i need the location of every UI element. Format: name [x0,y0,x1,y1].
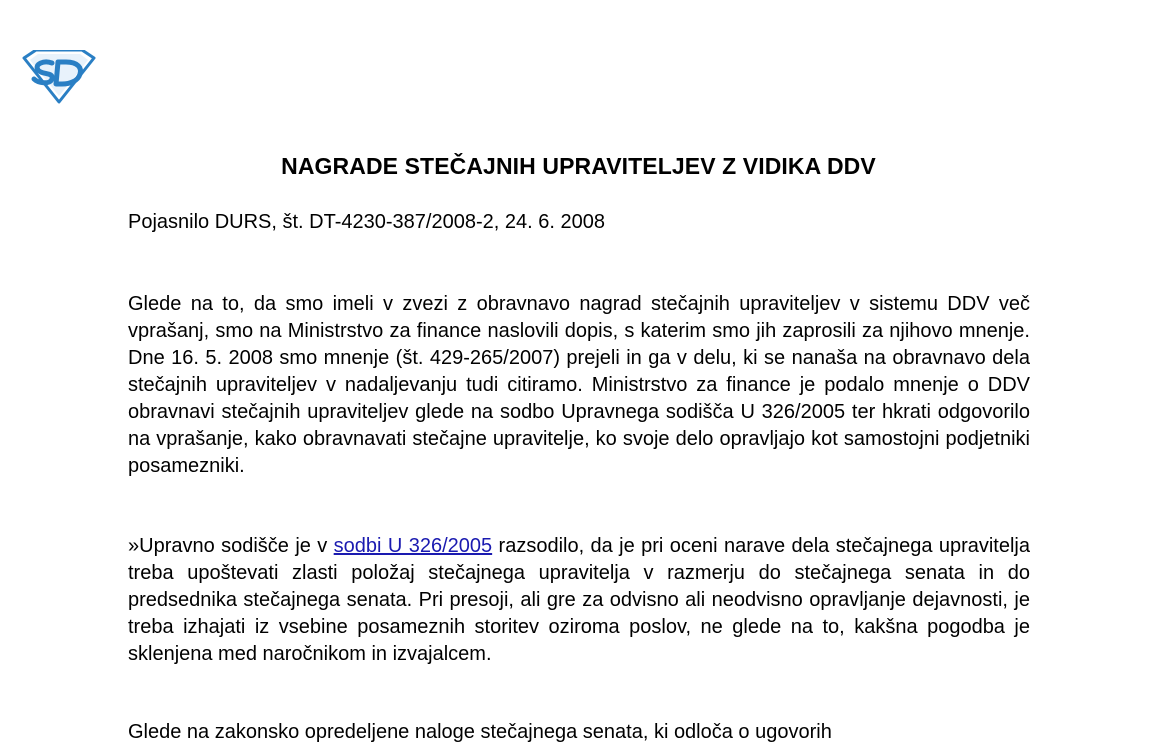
paragraph-2-start: »Upravno sodišče je v [128,535,334,557]
document-subtitle: Pojasnilo DURS, št. DT-4230-387/2008-2, 24. 6. 2008 [128,211,605,233]
court-ruling-link[interactable]: sodbi U 326/2005 [333,535,493,557]
document-title: NAGRADE STEČAJNIH UPRAVITELJEV Z VIDIKA DDV [281,153,876,179]
company-logo [22,50,96,104]
paragraph-3: Glede na zakonsko opredeljene naloge stečajnega senata, ki odloča o ugovorih [128,721,832,743]
paragraph-2 [128,533,1030,668]
paragraph-2-end: razsodilo, da je pri oceni narave dela stečajnega upravitelja treba upoštevati zlasti položaj stečajnega upravitelja v razmerju do stečajnega senata in do predsednika stečajnega senata. Pri presoji, ali gre za odvisno ali neodvisno opravljanje dejavnosti, je treba izhajati iz vsebine posameznih storitev oziroma poslov, ne glede na to, kakšna pogodba je sklenjena med naročnikom in izvajalcem. [128,535,1030,665]
paragraph-1: Glede na to, da smo imeli v zvezi z obravnavo nagrad stečajnih upraviteljev v sistemu DDV več vprašanj, smo na Ministrstvo za finance naslovili dopis, s katerim smo jih zaprosili za njihovo mnenje. Dne 16. 5. 2008 smo mnenje (št. 429-265/2007) prejeli in ga v delu, ki se nanaša na obravnavo dela stečajnih upraviteljev v nadaljevanju tudi citiramo. Ministrstvo za finance je podalo mnenje o DDV obravnavi stečajnih upraviteljev glede na sodbo Upravnega sodišča U 326/2005 ter hkrati odgovorilo na vprašanje, kako obravnavati stečajne upravitelje, ko svoje delo opravljajo kot samostojni podjetniki posamezniki. [128,293,1030,477]
